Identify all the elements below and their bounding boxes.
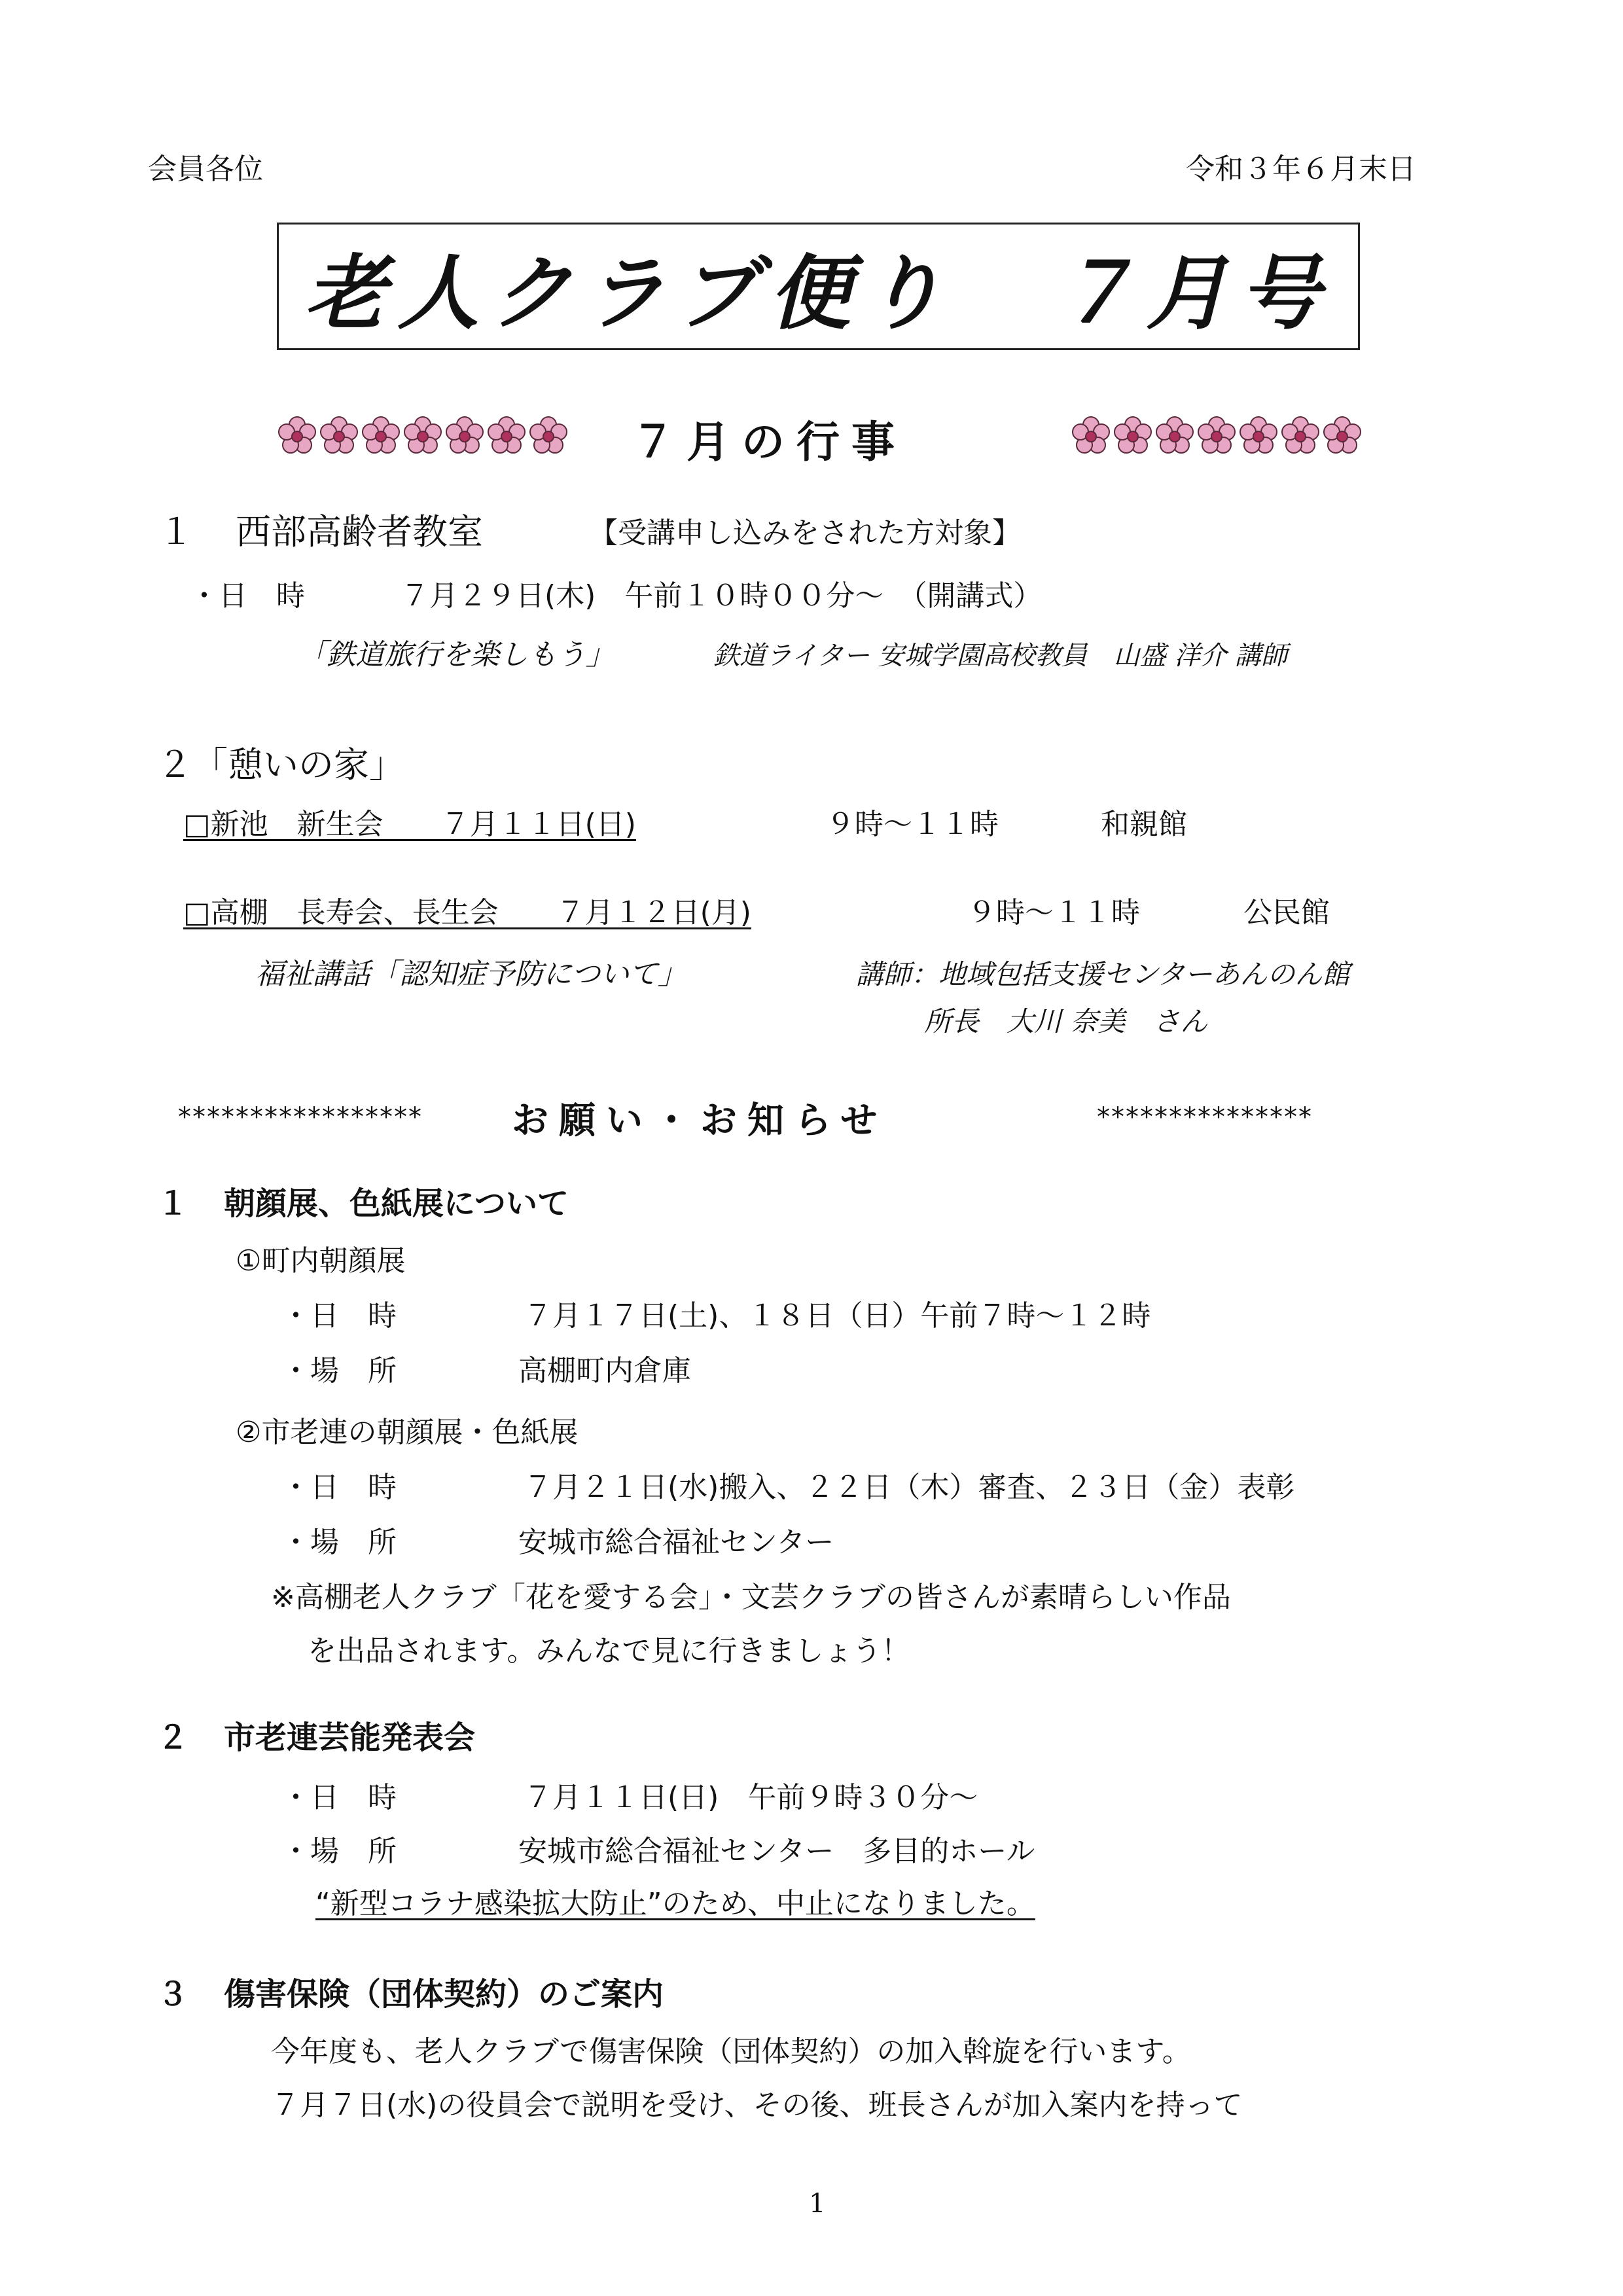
flower-row-left <box>277 416 568 456</box>
notice1-title: 朝顔展、色紙展について <box>224 1185 569 1222</box>
notice1-sub2-place: 安城市総合福祉センター <box>518 1526 834 1559</box>
event2-row2-place: 公民館 <box>1243 896 1330 929</box>
flower-icon <box>529 416 568 456</box>
flower-icon <box>1071 416 1111 456</box>
event1-date: ７月２９日(木) 午前１０時００分～ （開講式） <box>401 579 1043 613</box>
event1-lecture-title: 「鉄道旅行を楽しもう」 <box>298 638 615 672</box>
flower-icon <box>1113 416 1152 456</box>
notice1-sub1-date: ７月１７日(土)、１８日（日）午前７時～１２時 <box>524 1299 1151 1333</box>
notice1-note-line1: ※高棚老人クラブ「花を愛する会」・文芸クラブの皆さんが素晴らしい作品 <box>271 1581 1231 1614</box>
notice1-sub2-date-label: ・日 時 <box>281 1471 397 1504</box>
notice3-line1: 今年度も、老人クラブで傷害保険（団体契約）の加入斡旋を行います。 <box>271 2035 1191 2068</box>
event2-talk-person: 所長 大川 奈美 さん <box>924 1005 1208 1037</box>
event2-row1-name: □新池 新生会 ７月１１日(日) <box>183 808 636 841</box>
flower-icon <box>1197 416 1236 456</box>
notice1-sub2-date: ７月２１日(水)搬入、２２日（木）審査、２３日（金）表彰 <box>524 1471 1295 1504</box>
flower-icon <box>361 416 401 456</box>
event2-title: ２「憩いの家」 <box>157 744 404 785</box>
event1-title: 西部高齢者教室 <box>236 511 483 552</box>
notices-heading: お願い・お知らせ <box>512 1099 888 1142</box>
flower-icon <box>1239 416 1278 456</box>
stars-left: ***************** <box>178 1102 423 1132</box>
event2-talk-lecturer: 講師：地域包括支援センターあんのん館 <box>856 958 1350 990</box>
events-heading: ７月の行事 <box>632 416 906 467</box>
flower-icon <box>277 416 317 456</box>
event2-talk-title: 福祉講話「認知症予防について」 <box>255 958 687 991</box>
flower-icon <box>319 416 359 456</box>
notice1-sub1-place-label: ・場 所 <box>281 1354 397 1388</box>
notice3-line2: ７月７日(水)の役員会で説明を受け、その後、班長さんが加入案内を持って <box>271 2089 1243 2122</box>
notice1-sub1-place: 高棚町内倉庫 <box>518 1354 691 1388</box>
notice2-title: 市老連芸能発表会 <box>224 1719 476 1756</box>
event1-number: １ <box>158 511 194 552</box>
notice2-place: 安城市総合福祉センター 多目的ホール <box>518 1835 1035 1868</box>
notice3-number: ３ <box>157 1976 189 2013</box>
flower-icon <box>487 416 526 456</box>
notice2-date: ７月１１日(日) 午前９時３０分～ <box>524 1781 978 1814</box>
title-issue: ７月号 <box>1053 245 1332 341</box>
flower-icon <box>445 416 484 456</box>
notice1-sub1: ①町内朝顔展 <box>236 1244 406 1278</box>
newsletter-title <box>277 223 1360 350</box>
flower-row-right <box>1071 416 1362 456</box>
event2-row2-time: ９時～１１時 <box>967 896 1140 929</box>
notice1-sub2: ②市老連の朝顔展・色紙展 <box>236 1416 579 1449</box>
recipient: 会員各位 <box>148 152 263 186</box>
flower-icon <box>1323 416 1362 456</box>
notice2-date-label: ・日 時 <box>281 1781 397 1814</box>
issue-date: 令和３年６月末日 <box>1186 152 1416 186</box>
title-main: 老人クラブ便り <box>304 245 955 341</box>
stars-right: *************** <box>1097 1102 1313 1132</box>
flower-icon <box>1155 416 1194 456</box>
notice1-sub1-date-label: ・日 時 <box>281 1299 397 1333</box>
page-number: 1 <box>809 2189 826 2219</box>
event1-date-label: ・日 時 <box>190 579 305 613</box>
flower-icon <box>1281 416 1320 456</box>
notice2-cancel: “新型コラナ感染拡大防止”のため、中止になりました。 <box>315 1887 1035 1920</box>
notice1-note-line2: を出品されます。みんなで見に行きましょう！ <box>308 1634 910 1668</box>
flower-icon <box>403 416 442 456</box>
event2-row2-name: □高棚 長寿会、長生会 ７月１２日(月) <box>183 896 751 929</box>
event2-row1-place: 和親館 <box>1101 808 1187 841</box>
notice3-title: 傷害保険（団体契約）のご案内 <box>224 1976 664 2013</box>
event2-row1-time: ９時～１１時 <box>826 808 999 841</box>
notice1-sub2-place-label: ・場 所 <box>281 1526 397 1559</box>
notice2-place-label: ・場 所 <box>281 1835 397 1868</box>
event1-lecturer: 鉄道ライター 安城学園高校教員 山盛 洋介 講師 <box>713 641 1287 671</box>
notice2-number: ２ <box>157 1719 189 1756</box>
notice1-number: １ <box>157 1185 189 1222</box>
event1-note: 【受講申し込みをされた方対象】 <box>589 516 1021 550</box>
